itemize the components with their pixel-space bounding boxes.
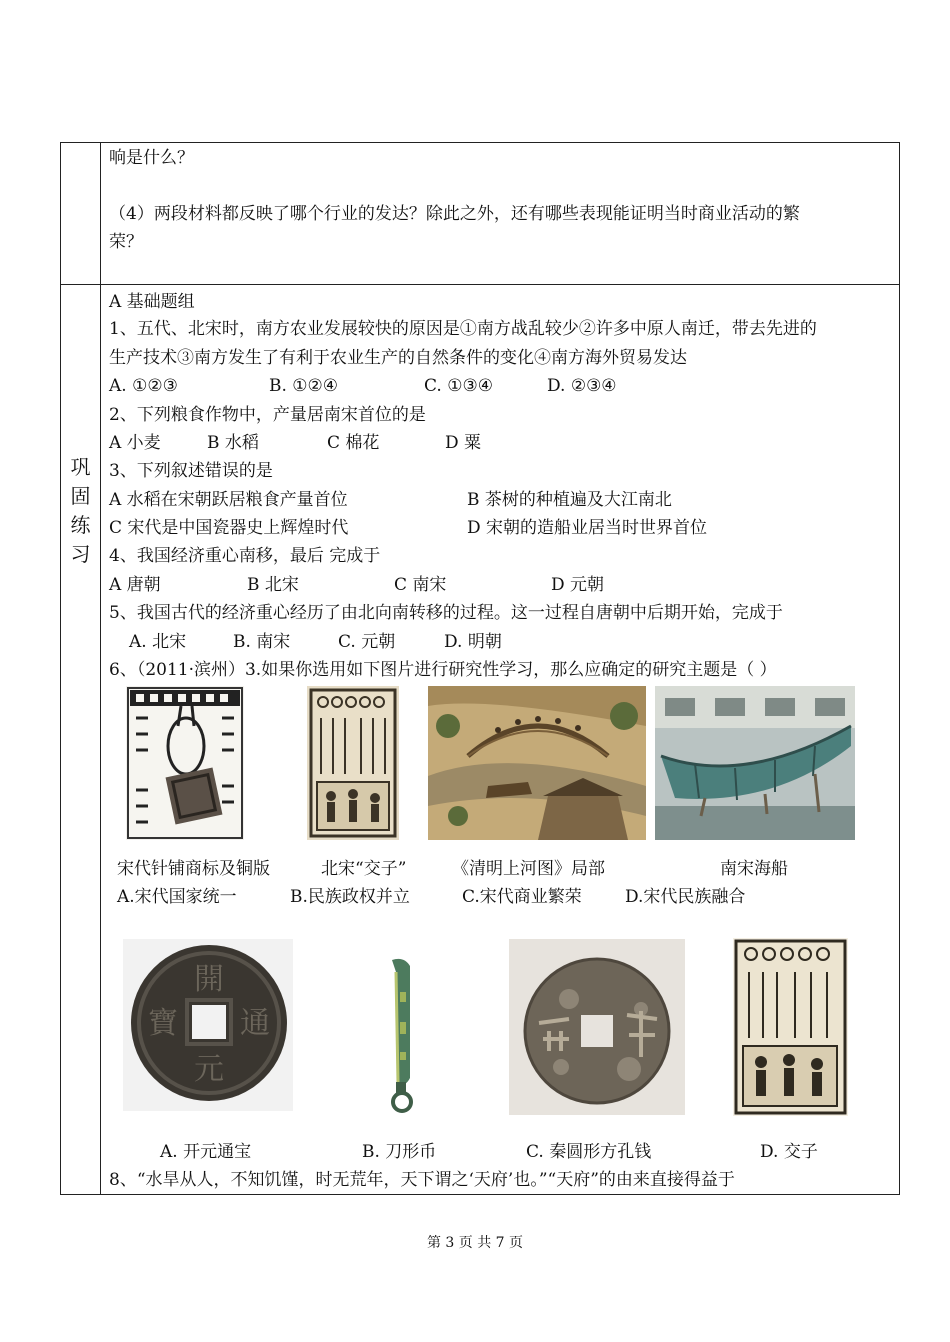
kaiyuan-coin-illustration	[123, 939, 293, 1111]
q4-option-c[interactable]: C 南宋	[394, 575, 447, 595]
caption-kaiyuan-tongbao: A. 开元通宝	[160, 1142, 252, 1162]
qingming-painting-illustration	[428, 686, 646, 840]
q5-option-a[interactable]: A. 北宋	[129, 632, 187, 652]
q1-option-d[interactable]: D. ②③④	[547, 376, 617, 396]
q4-option-d[interactable]: D 元朝	[551, 575, 605, 595]
q6-option-b[interactable]: B.民族政权并立	[290, 887, 410, 907]
q5-option-c[interactable]: C. 元朝	[338, 632, 396, 652]
group-title: A 基础题组	[109, 292, 195, 312]
knife-money-image	[366, 952, 463, 1118]
caption-qingming: 《清明上河图》局部	[452, 859, 605, 879]
caption-jiaozi: 北宋“交子”	[321, 859, 407, 879]
q1-option-a[interactable]: A. ①②③	[109, 376, 178, 396]
q5-text: 5、我国古代的经济重心经历了由北向南转移的过程。这一过程自唐朝中后期开始，完成于	[109, 603, 783, 623]
q1-text: 1、五代、北宋时，南方农业发展较快的原因是①南方战乱较少②许多中原人南迁，带去先进的	[109, 319, 817, 339]
q3-option-c[interactable]: C 宋代是中国瓷器史上辉煌时代	[109, 518, 349, 538]
coin-char-left: 寶	[148, 1006, 178, 1041]
song-seagoing-ship-image	[655, 686, 855, 840]
needle-shop-trademark-image	[126, 686, 244, 840]
caption-seagoing-ship: 南宋海船	[720, 859, 788, 879]
section-label-consolidation: 巩 固 练 习	[70, 455, 91, 566]
kaiyuan-tongbao-coin-image	[123, 939, 293, 1111]
jiaozi-illustration	[307, 686, 399, 840]
coin-char-right: 通	[240, 1006, 270, 1041]
q2-text: 2、下列粮食作物中，产量居南宋首位的是	[109, 405, 426, 425]
q2-option-c[interactable]: C 棉花	[327, 433, 380, 453]
q6-option-c[interactable]: C.宋代商业繁荣	[462, 887, 582, 907]
ship-exhibit-illustration	[655, 686, 855, 840]
upper-question-line: 响是什么？	[109, 148, 194, 168]
q3-text: 3、下列叙述错误的是	[109, 461, 273, 481]
jiaozi-image-2	[733, 938, 848, 1116]
q5-option-b[interactable]: B. 南宋	[233, 632, 291, 652]
q6-text: 6、（2011·滨州）3.如果你选用如下图片进行研究性学习，那么应确定的研究主题是（ ）	[109, 660, 777, 680]
q6-option-a[interactable]: A.宋代国家统一	[117, 887, 237, 907]
q4-option-b[interactable]: B 北宋	[247, 575, 299, 595]
knife-coin-illustration	[366, 952, 463, 1118]
q2-option-d[interactable]: D 粟	[445, 433, 482, 453]
jiaozi-illustration-2	[733, 938, 848, 1116]
q3-option-d[interactable]: D 宋朝的造船业居当时世界首位	[467, 518, 708, 538]
q1-text-cont: 生产技术③南方发生了有利于农业生产的自然条件的变化④南方海外贸易发达	[109, 348, 687, 368]
page-footer: 第 3 页 共 7 页	[426, 1235, 524, 1251]
coin-char-top: 開	[194, 962, 224, 997]
q2-option-a[interactable]: A 小麦	[109, 433, 161, 453]
qin-round-coin-image	[509, 939, 685, 1115]
q1-option-c[interactable]: C. ①③④	[424, 376, 493, 396]
q3-option-a[interactable]: A 水稻在宋朝跃居粮食产量首位	[109, 490, 348, 510]
caption-trademark: 宋代针铺商标及铜版	[117, 859, 270, 879]
q4-option-a[interactable]: A 唐朝	[109, 575, 161, 595]
caption-qin-coin: C. 秦圆形方孔钱	[526, 1142, 652, 1162]
jiaozi-paper-money-image	[307, 686, 399, 840]
caption-jiaozi-2: D. 交子	[760, 1142, 818, 1162]
qin-coin-illustration	[509, 939, 685, 1115]
q3-option-b[interactable]: B 茶树的种植遍及大江南北	[467, 490, 672, 510]
q8-text: 8、“水旱从人，不知饥馑，时无荒年，天下谓之‘天府’也。”“天府”的由来直接得益于	[109, 1170, 735, 1190]
question-4-text: （4）两段材料都反映了哪个行业的发达？除此之外，还有哪些表现能证明当时商业活动的繁	[109, 204, 800, 224]
column-divider	[100, 143, 101, 1194]
q4-text: 4、我国经济重心南移，最后 完成于	[109, 546, 381, 566]
trademark-print-illustration	[126, 686, 244, 840]
q6-option-d[interactable]: D.宋代民族融合	[625, 887, 746, 907]
question-4-text-cont: 荣？	[109, 232, 143, 252]
qingming-scroll-image	[428, 686, 646, 840]
q2-option-b[interactable]: B 水稻	[207, 433, 259, 453]
coin-char-bottom: 元	[194, 1052, 224, 1087]
caption-knife-money: B. 刀形币	[362, 1142, 437, 1162]
q5-option-d[interactable]: D. 明朝	[444, 632, 502, 652]
row-divider	[61, 284, 899, 285]
q1-option-b[interactable]: B. ①②④	[269, 376, 339, 396]
